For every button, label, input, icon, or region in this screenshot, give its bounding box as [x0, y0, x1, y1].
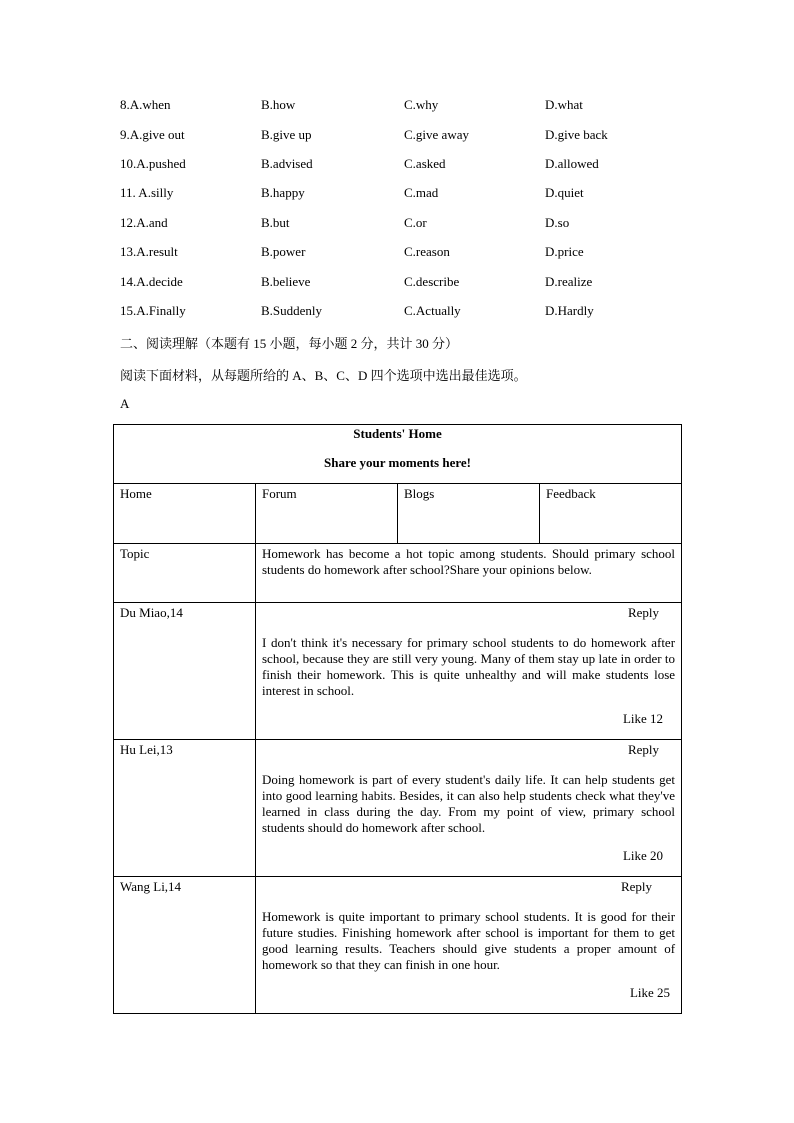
section-title: 二、阅读理解（本题有 15 小题，每小题 2 分，共计 30 分） [120, 336, 459, 351]
option-c: C.Actually [404, 303, 461, 318]
option-d: D.quiet [545, 185, 584, 200]
option-b: B.believe [261, 274, 311, 289]
option-a: 15.A.Finally [120, 303, 186, 318]
option-row [120, 97, 680, 115]
option-b: B.Suddenly [261, 303, 323, 318]
option-c: C.give away [404, 127, 469, 142]
option-d: D.Hardly [545, 303, 594, 318]
like-count[interactable]: Like 20 [622, 848, 664, 863]
nav-blogs[interactable]: Blogs [404, 486, 435, 501]
post-text: Homework is quite important to primary school students. It is good for their future studies. Finishing homework after school is important for them to get good learning results. Teachers should give students a proper amount of homework so that they can finish in one hour. [262, 909, 676, 972]
option-row [120, 244, 680, 262]
topic-text: Homework has become a hot topic among students. Should primary school students do homework after school?Share your opinions below. [262, 546, 676, 577]
reply-button[interactable]: Reply [627, 605, 660, 620]
nav-home[interactable]: Home [120, 486, 152, 501]
option-d: D.what [545, 97, 583, 112]
option-d: D.give back [545, 127, 608, 142]
option-b: B.power [261, 244, 306, 259]
option-b: B.advised [261, 156, 313, 171]
option-d: D.allowed [545, 156, 599, 171]
option-a: 14.A.decide [120, 274, 183, 289]
post-text: Doing homework is part of every student's daily life. It can help students get into good learning habits. Besides, it can also help students check what they've learned in class during the day. From my point of view, primary school students should do homework after school. [262, 772, 676, 835]
instruction: 阅读下面材料，从每题所给的 A、B、C、D 四个选项中选出最佳选项。 [120, 368, 527, 383]
option-b: B.give up [261, 127, 312, 142]
passage-label: A [120, 396, 130, 411]
option-row [120, 127, 680, 145]
post-author: Hu Lei,13 [120, 742, 173, 757]
post [114, 603, 682, 740]
option-c: C.or [404, 215, 427, 230]
option-row [120, 185, 680, 203]
post-author: Du Miao,14 [120, 605, 183, 620]
option-a: 10.A.pushed [120, 156, 186, 171]
topic-label: Topic [120, 546, 150, 561]
option-row [120, 156, 680, 174]
option-c: C.asked [404, 156, 446, 171]
option-c: C.why [404, 97, 439, 112]
option-d: D.price [545, 244, 584, 259]
option-a: 13.A.result [120, 244, 178, 259]
option-b: B.happy [261, 185, 305, 200]
option-a: 12.A.and [120, 215, 168, 230]
option-row [120, 274, 680, 292]
option-c: C.describe [404, 274, 460, 289]
option-d: D.so [545, 215, 570, 230]
reply-button[interactable]: Reply [627, 742, 660, 757]
option-b: B.how [261, 97, 296, 112]
nav-forum[interactable]: Forum [262, 486, 297, 501]
option-a: 11. A.silly [120, 185, 174, 200]
forum-header [114, 425, 682, 484]
reply-button[interactable]: Reply [620, 879, 653, 894]
option-b: B.but [261, 215, 290, 230]
site-title: Students' Home [353, 426, 442, 441]
post-text: I don't think it's necessary for primary school students to do homework after school, because they are still very young. Many of them stay up late in order to finish their homework. This is quite unhealthy and will make students lose interest in school. [262, 635, 676, 698]
post-author: Wang Li,14 [120, 879, 182, 894]
like-count[interactable]: Like 12 [622, 711, 664, 726]
forum-table [113, 424, 682, 1014]
option-d: D.realize [545, 274, 593, 289]
option-a: 8.A.when [120, 97, 171, 112]
option-c: C.mad [404, 185, 439, 200]
nav-feedback[interactable]: Feedback [546, 486, 596, 501]
option-row [120, 303, 680, 321]
post [114, 877, 682, 1014]
option-row [120, 215, 680, 233]
option-a: 9.A.give out [120, 127, 185, 142]
option-c: C.reason [404, 244, 450, 259]
like-count[interactable]: Like 25 [629, 985, 671, 1000]
site-subtitle: Share your moments here! [324, 455, 471, 470]
post [114, 740, 682, 877]
